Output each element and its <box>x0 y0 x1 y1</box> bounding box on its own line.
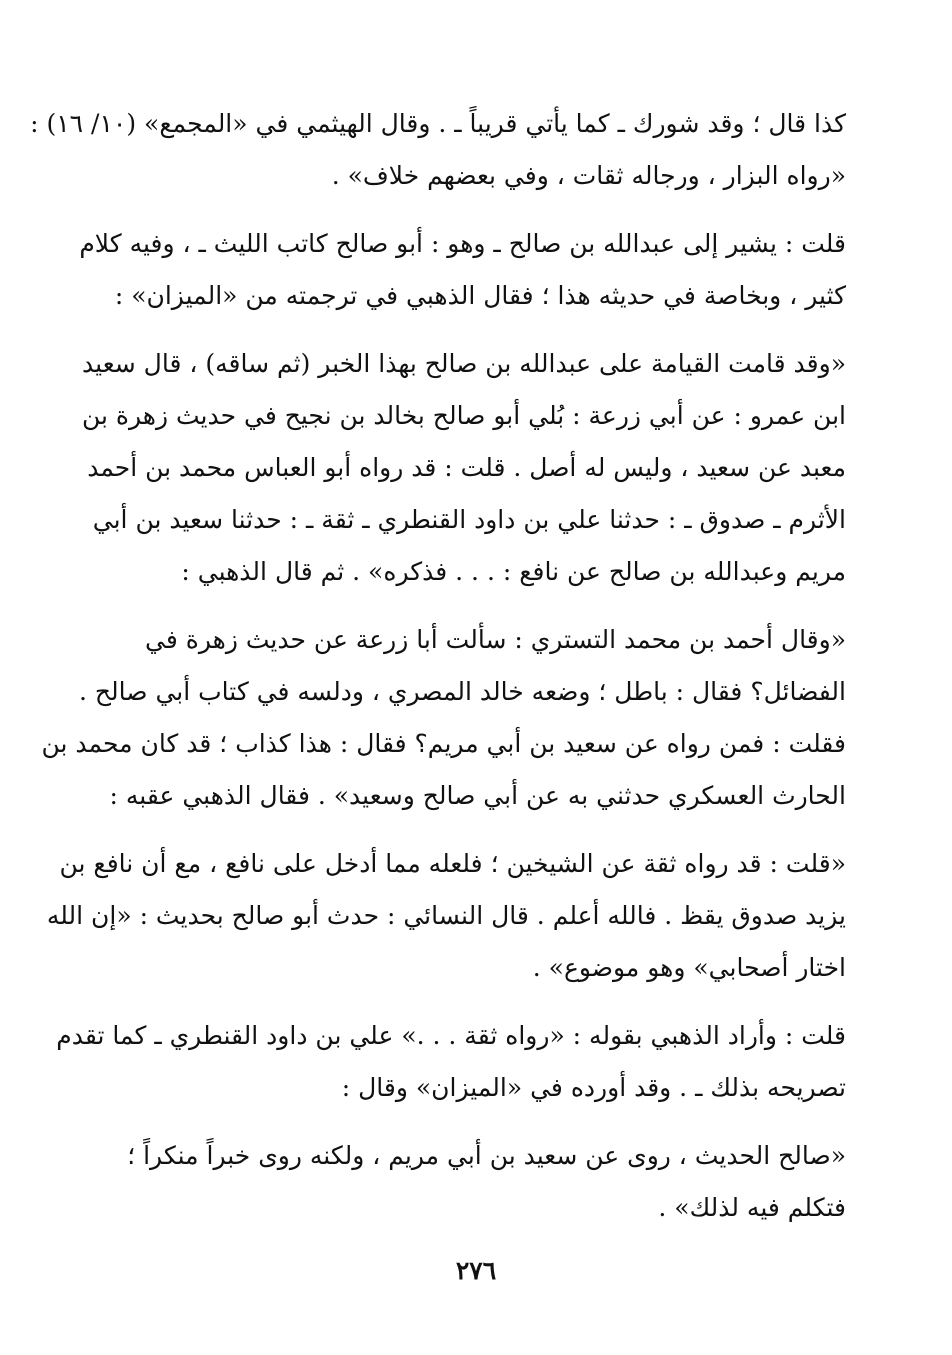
text-line: قلت : يشير إلى عبدالله بن صالح ـ وهو : أبو صالح كاتب الليث ـ ، وفيه كلام <box>79 229 846 258</box>
text-line: مريم وعبدالله بن صالح عن نافع : . . . فذكره» . ثم قال الذهبي : <box>181 557 846 586</box>
text-line: «قلت : قد رواه ثقة عن الشيخين ؛ فلعله مما أدخل على نافع ، مع أن نافع بن <box>59 849 846 878</box>
paragraph <box>41 614 846 822</box>
text-line: اختار أصحابي» وهو موضوع» . <box>532 953 846 982</box>
paragraph <box>100 1130 846 1234</box>
text-line: قلت : وأراد الذهبي بقوله : «رواه ثقة . . .» علي بن داود القنطري ـ كما تقدم <box>56 1021 846 1050</box>
text-line: الأثرم ـ صدوق ـ : حدثنا علي بن داود القنطري ـ ثقة ـ : حدثنا سعيد بن أبي <box>92 505 846 534</box>
text-line: «صالح الحديث ، روى عن سعيد بن أبي مريم ، ولكنه روى خبراً منكراً ؛ <box>127 1141 846 1170</box>
paragraph <box>79 218 846 322</box>
text-line: معبد عن سعيد ، وليس له أصل . قلت : قد رواه أبو العباس محمد بن أحمد <box>87 453 846 482</box>
text-line: فقلت : فمن رواه عن سعيد بن أبي مريم؟ فقال : هذا كذاب ؛ قد كان محمد بن <box>41 729 846 758</box>
text-line: «وقال أحمد بن محمد التستري : سألت أبا زرعة عن حديث زهرة في <box>145 625 846 654</box>
text-line: يزيد صدوق يقظ . فالله أعلم . قال النسائي : حدث أبو صالح بحديث : «إن الله <box>46 901 846 930</box>
text-line: كذا قال ؛ وقد شورك ـ كما يأتي قريباً ـ . وقال الهيثمي في «المجمع» (١٠/ ١٦) : <box>30 109 846 138</box>
text-line: كثير ، وبخاصة في حديثه هذا ؛ فقال الذهبي في ترجمته من «الميزان» : <box>114 281 846 310</box>
page-body <box>30 98 846 1250</box>
paragraph <box>30 98 846 202</box>
paragraph <box>46 838 846 994</box>
text-line: تصريحه بذلك ـ . وقد أورده في «الميزان» وقال : <box>341 1073 846 1102</box>
text-line: «رواه البزار ، ورجاله ثقات ، وفي بعضهم خلاف» . <box>331 161 846 190</box>
text-line: الحارث العسكري حدثني به عن أبي صالح وسعيد» . فقال الذهبي عقبه : <box>109 781 846 810</box>
text-line: الفضائل؟ فقال : باطل ؛ وضعه خالد المصري ، ودلسه في كتاب أبي صالح . <box>79 677 846 706</box>
text-line: ابن عمرو : عن أبي زرعة : بُلي أبو صالح بخالد بن نجيح في حديث زهرة بن <box>81 401 846 430</box>
paragraph <box>56 1010 846 1114</box>
paragraph <box>81 338 846 598</box>
page-number: ٢٧٦ <box>455 1256 497 1285</box>
text-line: فتكلم فيه لذلك» . <box>658 1193 846 1222</box>
text-line: «وقد قامت القيامة على عبدالله بن صالح بهذا الخبر (ثم ساقه) ، قال سعيد <box>82 349 846 378</box>
